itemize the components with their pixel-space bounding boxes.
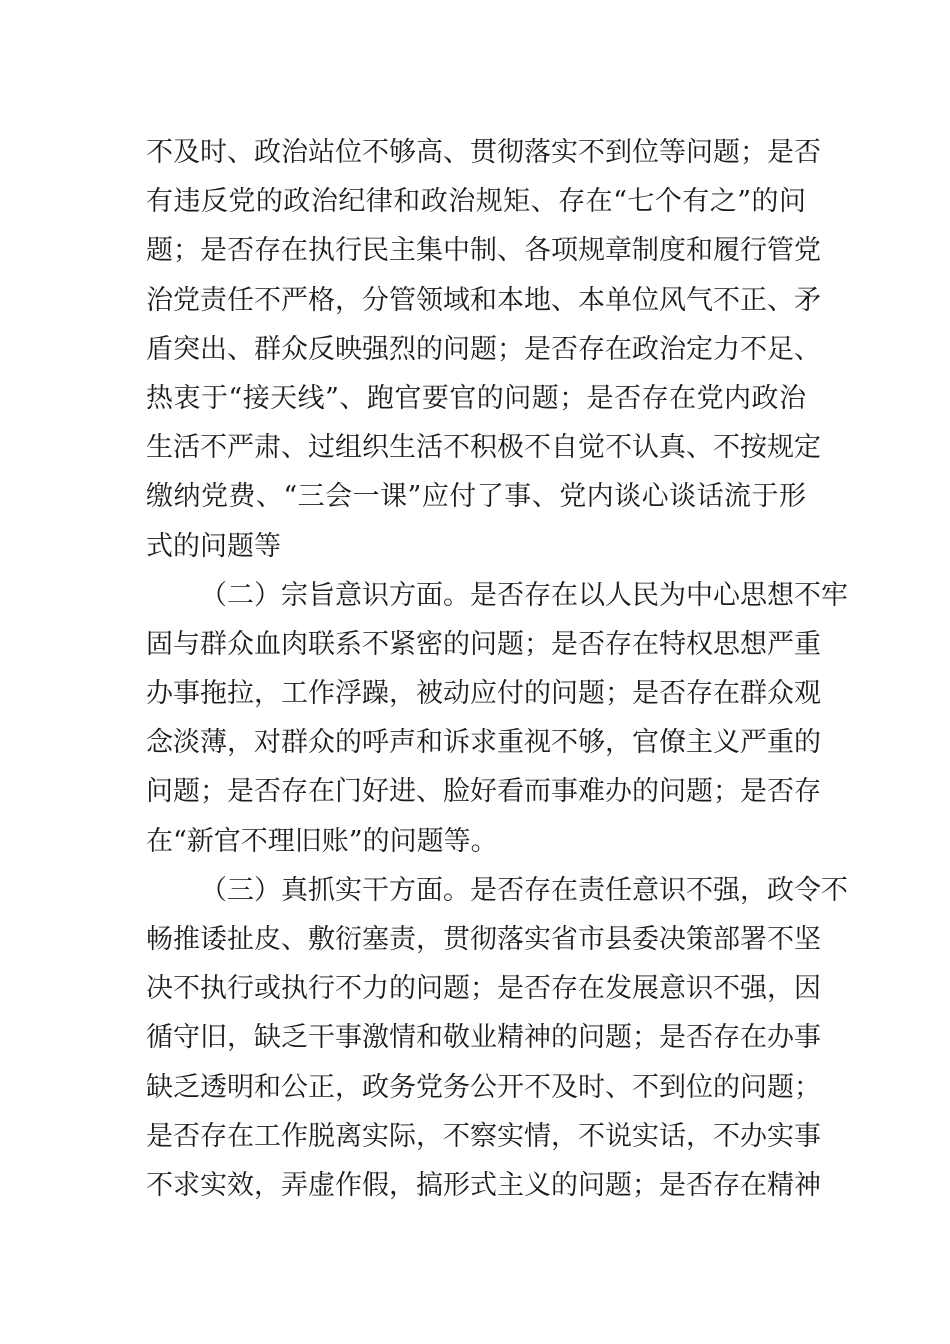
text-line: 问题；是否存在门好进、脸好看而事难办的问题；是否存 — [146, 776, 821, 808]
text-line: （三）真抓实干方面。是否存在责任意识不强，政令不 — [200, 874, 848, 906]
text-line: 是否存在工作脱离实际，不察实情，不说实话，不办实事 — [146, 1120, 821, 1152]
text-line: 缴纳党费、“三会一课”应付了事、党内谈心谈话流于形 — [146, 481, 806, 513]
paragraph-section-3 — [146, 866, 848, 1210]
text-line: 热衷于“接天线”、跑官要官的问题；是否存在党内政治 — [146, 382, 806, 414]
text-line: 循守旧，缺乏干事激情和敬业精神的问题；是否存在办事 — [146, 1022, 821, 1054]
text-line: 盾突出、群众反映强烈的问题；是否存在政治定力不足、 — [146, 333, 821, 365]
text-line: 决不执行或执行不力的问题；是否存在发展意识不强，因 — [146, 973, 821, 1005]
text-line: 念淡薄，对群众的呼声和诉求重视不够，官僚主义严重的 — [146, 727, 821, 759]
text-line: 题；是否存在执行民主集中制、各项规章制度和履行管党 — [146, 235, 821, 267]
text-line: 生活不严肃、过组织生活不积极不自觉不认真、不按规定 — [146, 432, 821, 464]
text-line: 畅推诿扯皮、敷衍塞责，贯彻落实省市县委决策部署不坚 — [146, 924, 821, 955]
document-body — [146, 128, 848, 1210]
paragraph-continuation — [146, 128, 821, 571]
text-line: 治党责任不严格，分管领域和本地、本单位风气不正、矛 — [146, 284, 821, 316]
text-line: 有违反党的政治纪律和政治规矩、存在“七个有之”的问 — [146, 186, 806, 218]
text-line: 式的问题等 — [146, 530, 281, 562]
paragraph-section-2 — [146, 571, 848, 866]
text-line: 不及时、政治站位不够高、贯彻落实不到位等问题；是否 — [146, 137, 821, 168]
text-line: 不求实效，弄虚作假，搞形式主义的问题；是否存在精神 — [146, 1169, 821, 1201]
text-line: 缺乏透明和公正，政务党务公开不及时、不到位的问题； — [146, 1071, 821, 1103]
text-line: 在“新官不理旧账”的问题等。 — [146, 825, 498, 857]
text-line: 办事拖拉，工作浮躁，被动应付的问题；是否存在群众观 — [146, 678, 821, 710]
text-line: 固与群众血肉联系不紧密的问题；是否存在特权思想严重 — [146, 628, 821, 660]
text-line: （二）宗旨意识方面。是否存在以人民为中心思想不牢 — [200, 579, 848, 611]
